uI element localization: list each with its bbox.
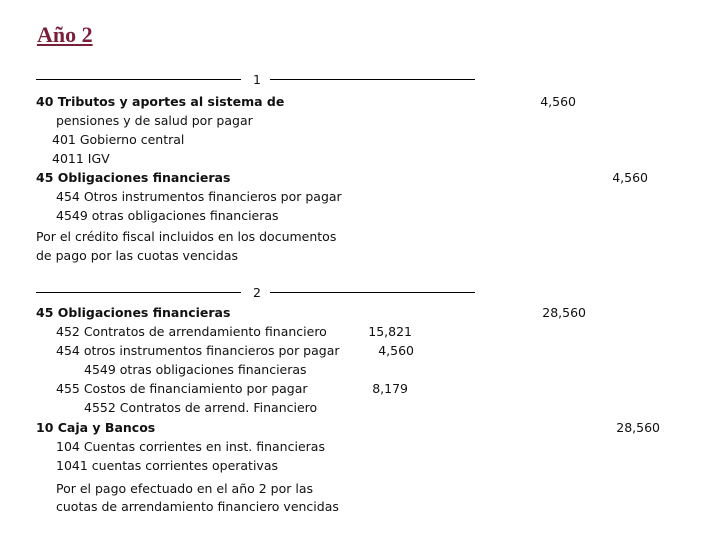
entry-2-number: 2: [253, 285, 261, 300]
entry-2-credit-total: 28,560: [616, 420, 660, 435]
page-title: Año 2: [37, 22, 93, 47]
entry-1-debit-total: 4,560: [540, 94, 576, 109]
entry-2-amount-452: 15,821: [368, 324, 412, 339]
entry-1-credit-total: 4,560: [612, 170, 648, 185]
entry-1-debit-account-cont: pensiones y de salud por pagar: [56, 113, 253, 128]
entry-2-gloss-line-2: cuotas de arrendamiento financiero vencidas: [56, 499, 339, 514]
entry-2-rule-right: [270, 292, 475, 293]
entry-2-amount-455: 8,179: [372, 381, 408, 396]
entry-2-debit-total: 28,560: [542, 305, 586, 320]
entry-1-sub-sub-account: 4011 IGV: [52, 151, 110, 166]
entry-1-credit-account: 45 Obligaciones financieras: [36, 170, 231, 185]
entry-1-gloss-line-2: de pago por las cuotas vencidas: [36, 248, 239, 263]
entry-1-number: 1: [253, 72, 261, 87]
entry-1-rule-right: [270, 79, 475, 80]
entry-2-rule-left: [36, 292, 241, 293]
entry-1-gloss-line-1: Por el crédito fiscal incluidos en los documentos: [36, 229, 337, 244]
entry-2-sub-account-454: 454 otros instrumentos financieros por pagar: [56, 343, 340, 358]
entry-1-sub-account: 401 Gobierno central: [52, 132, 185, 147]
entry-2-credit-account: 10 Caja y Bancos: [36, 420, 156, 435]
entry-2-sub-account-455: 455 Costos de financiamiento por pagar: [56, 381, 308, 396]
entry-1-credit-sub-account: 454 Otros instrumentos financieros por pagar: [56, 189, 342, 204]
entry-1-debit-account: 40 Tributos y aportes al sistema de: [36, 94, 285, 109]
entry-2-debit-account: 45 Obligaciones financieras: [36, 305, 231, 320]
entry-1-credit-sub-sub-account: 4549 otras obligaciones financieras: [56, 208, 279, 223]
entry-1-rule-left: [36, 79, 241, 80]
entry-2-sub-account-4552: 4552 Contratos de arrend. Financiero: [84, 400, 318, 415]
entry-2-amount-454: 4,560: [378, 343, 414, 358]
entry-2-gloss-line-1: Por el pago efectuado en el año 2 por las: [56, 481, 314, 496]
entry-2-sub-account-4549: 4549 otras obligaciones financieras: [84, 362, 307, 377]
entry-2-credit-sub-account: 104 Cuentas corrientes en inst. financieras: [56, 439, 325, 454]
entry-2-sub-account-452: 452 Contratos de arrendamiento financiero: [56, 324, 327, 339]
entry-2-credit-sub-sub-account: 1041 cuentas corrientes operativas: [56, 458, 278, 473]
